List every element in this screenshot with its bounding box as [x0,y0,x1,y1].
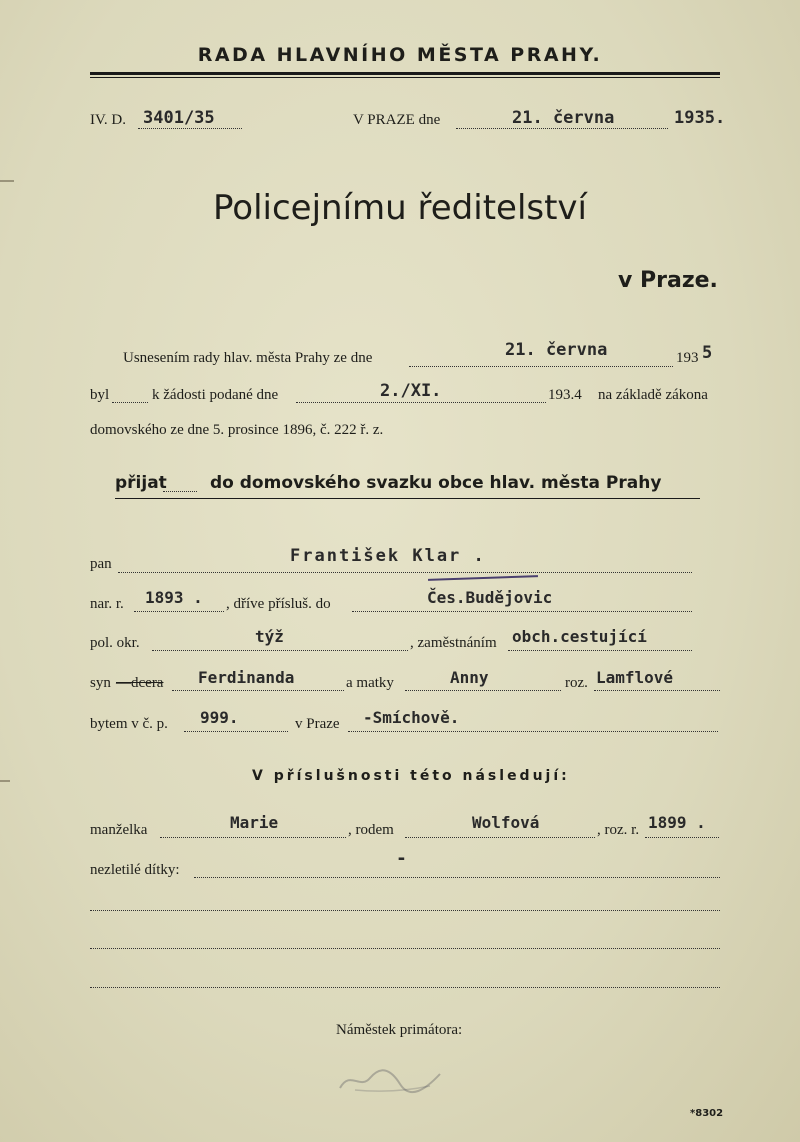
son-label: syn [90,675,111,691]
signature-label: Náměstek primátora: [336,1022,463,1038]
accepted-dots [163,491,197,492]
occupation-value: obch.cestující [512,627,647,646]
header-rule-bottom [90,77,720,78]
request-date: 2./XI. [380,381,442,401]
accepted-label: přijat [115,473,167,493]
district-value: týž [255,627,284,646]
blank-line-2 [90,948,720,949]
binding-mark-2 [0,780,10,782]
resolution-text: Usnesením rady hlav. města Prahy ze dne [123,350,373,366]
wife-name: Marie [230,813,279,832]
pan-dots [118,572,692,573]
wife-year-value: 1899 . [648,813,706,832]
maiden-label: roz. [565,675,588,691]
address-number: 999. [200,708,239,727]
address-city-dots [348,731,718,732]
resolution-year-digit: 5 [702,343,713,363]
mother-value: Anny [450,668,489,687]
father-dots [172,690,344,691]
accepted-text: do domovského svazku obce hlav. města Prahy [210,473,662,493]
born-dots [134,611,224,612]
request-text: k žádosti podané dne [152,387,279,403]
pan-underline [428,575,538,581]
address-city-value: -Smíchově. [363,708,460,727]
pan-label: pan [90,556,112,572]
faded-signature [330,1060,450,1100]
addressee-title: Policejnímu ředitelství [213,188,587,228]
byl-label: byl [90,387,110,403]
children-dots [194,877,720,878]
district-label: pol. okr. [90,635,140,651]
blank-line-1 [90,910,720,911]
dependents-heading: V příslušnosti této následují: [252,768,570,784]
wife-year-dots [645,837,719,838]
occupation-dots [508,650,692,651]
resolution-dots [409,366,673,367]
father-value: Ferdinanda [198,668,295,687]
wife-label: manželka [90,822,148,838]
law-text-1: na základě zákona [598,387,708,403]
ref-dots [138,128,242,129]
ref-number: 3401/35 [143,108,215,128]
address-city-label: v Praze [295,716,340,732]
born-label: nar. r. [90,596,124,612]
daughter-struck: —dcera [116,675,164,691]
mother-label: a matky [346,675,394,691]
council-header: RADA HLAVNÍHO MĚSTA PRAHY. [197,44,603,66]
maiden-dots [594,690,720,691]
binding-mark-1 [0,180,14,182]
wife-born-dots [405,837,595,838]
date-filled: 21. června [512,108,615,128]
ref-prefix: IV. D. [90,112,126,128]
resolution-date: 21. června [505,340,608,360]
accepted-rule [115,498,700,499]
address-dots [184,731,288,732]
year-filled: 1935. [674,108,726,128]
wife-born-value: Wolfová [472,813,540,832]
born-value: 1893 . [145,588,203,607]
children-label: nezletilé dítky: [90,862,180,878]
wife-year-label: , roz. r. [597,822,640,838]
mother-dots [405,690,561,691]
prior-dots [352,611,692,612]
wife-dots [160,837,346,838]
district-dots [152,650,408,651]
pan-value: František Klar . [290,546,486,566]
addressee-city: v Praze. [618,268,718,293]
byl-dots [112,402,148,403]
prior-label: , dříve přísluš. do [226,596,331,612]
occupation-label: , zaměstnáním [410,635,497,651]
place-label: V PRAZE dne [353,112,441,128]
wife-born-label: , rodem [348,822,394,838]
request-dots [296,402,546,403]
date-dots [456,128,668,129]
law-text-2: domovského ze dne 5. prosince 1896, č. 222 ř. z. [90,422,384,438]
maiden-value: Lamflové [596,668,674,687]
header-rule-top [90,72,720,75]
address-label: bytem v č. p. [90,716,168,732]
request-year: 193.4 [548,387,582,403]
form-number: *8302 [690,1108,724,1119]
children-value: - [396,848,407,869]
blank-line-3 [90,987,720,988]
resolution-year-prefix: 193 [676,350,699,366]
prior-value: Čes.Budějovic [427,588,553,607]
